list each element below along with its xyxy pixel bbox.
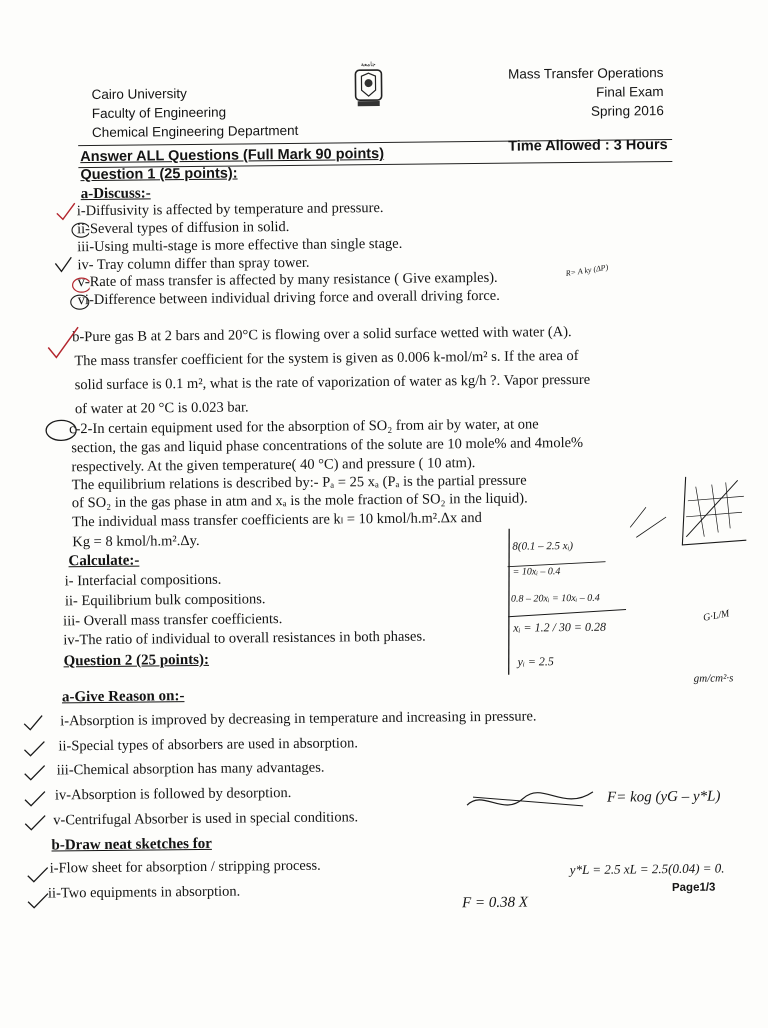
q1-b-line-2: The mass transfer coefficient for the system is given as 0.006 k-mol/m² s. If the area of [74, 347, 579, 370]
svg-text:ﺟﺎﻣﻌﺔ: ﺟﺎﻣﻌﺔ [360, 61, 376, 69]
handwritten-graph-sketch-icon [626, 466, 757, 557]
faculty-name: Faculty of Engineering [91, 104, 227, 122]
calc-item-4: iv-The ratio of individual to overall resistances in both phases. [63, 628, 426, 649]
q1-a-item-5: v-Rate of mass transfer is affected by many resistance ( Give examples). [77, 269, 498, 291]
university-logo-icon [347, 60, 390, 110]
q1-c-line-1: c-2-In certain equipment used for the absorption of SO₂ from air by water, at one [69, 416, 539, 438]
q1-a-item-6: vi-Difference between individual driving force and overall driving force. [77, 287, 500, 309]
handwritten-calc-5: yᵢ = 2.5 [517, 654, 554, 669]
q1-c-line-6: The individual mass transfer coefficients are kₗ = 10 kmol/h.m².Δx and [72, 509, 482, 531]
q2-a-item-5: v-Centrifugal Absorber is used in special conditions. [53, 809, 359, 829]
q1-a-item-1: i-Diffusivity is affected by temperature and pressure. [76, 199, 384, 220]
q1-a-item-3: iii-Using multi-stage is more effective than single stage. [77, 235, 403, 256]
q1-b-line-4: of water at 20 °C is 0.023 bar. [74, 399, 249, 418]
q2-a-item-3: iii-Chemical absorption has many advantages. [56, 759, 325, 779]
check-marks-q1a-icon [41, 201, 90, 313]
q1-b-line-3: solid surface is 0.1 m², what is the rate of vaporization of water as kg/h ?. Vapor pressure [74, 371, 591, 394]
q2-a-item-1: i-Absorption is improved by decreasing in temperature and increasing in pressure. [60, 708, 537, 730]
check-marks-q2-icon [16, 711, 62, 911]
university-name: Cairo University [91, 86, 187, 103]
handwritten-units-note: gm/cm²·s [693, 672, 734, 685]
handwritten-calc-1: 8(0.1 – 2.5 xᵢ) [512, 540, 574, 553]
q1-c-line-5: of SO₂ in the gas phase in atm and xₐ is the mole fraction of SO₂ in the liquid). [71, 490, 528, 512]
q1-c-line-7: Kg = 8 kmol/h.m².Δy. [72, 532, 200, 551]
q1-a-item-2: ii-Several types of diffusion in solid. [76, 218, 290, 238]
calculate-title: Calculate:- [68, 552, 140, 570]
exam-info-block [485, 63, 664, 122]
institution-block [92, 83, 299, 142]
handwritten-rate-note: R= A ky (ΔP) [565, 262, 609, 279]
page-number: Page1/3 [671, 881, 716, 895]
q1-a-item-4: iv- Tray column differ than spray tower. [77, 254, 310, 274]
q1-part-a-title: a-Discuss:- [80, 185, 151, 203]
calc-item-3: iii- Overall mass transfer coefficients. [63, 611, 283, 630]
exam-term: Spring 2016 [590, 103, 664, 119]
time-allowed: Time Allowed : 3 Hours [508, 137, 668, 155]
handwritten-kg-note: G·L/M [702, 608, 731, 624]
q1-c-line-2: section, the gas and liquid phase concentrations of the solute are 10 mole% and 4mole% [71, 434, 584, 457]
handwritten-calc-3: 0.8 – 20xᵢ = 10xᵢ – 0.4 [510, 592, 600, 605]
q2-a-item-2: ii-Special types of absorbers are used in absorption. [58, 735, 359, 755]
q2-b-item-1: i-Flow sheet for absorption / stripping process. [49, 857, 321, 877]
check-mark-q1b-icon [42, 323, 88, 361]
q1-b-line-1: b-Pure gas B at 2 bars and 20°C is flowing over a solid surface wetted with water (A). [72, 324, 572, 346]
handwritten-flux: F= kog (yG – y*L) [606, 788, 721, 806]
handwritten-f-value: F = 0.38 X [462, 894, 529, 912]
q1-c-line-4: The equilibrium relations is described by:- Pₐ = 25 xₐ (Pₐ is the partial pressure [71, 472, 527, 494]
q2-a-item-4: iv-Absorption is followed by desorption. [54, 784, 292, 804]
handwritten-ystar: y*L = 2.5 xL = 2.5(0.04) = 0. [569, 860, 725, 878]
calc-item-2: ii- Equilibrium bulk compositions. [64, 591, 266, 610]
answer-all-instruction: Answer ALL Questions (Full Mark 90 points) [80, 145, 385, 166]
q2-part-a-title: a-Give Reason on:- [61, 688, 185, 706]
handwritten-calc-4: xᵢ = 1.2 / 30 = 0.28 [513, 619, 607, 635]
course-name: Mass Transfer Operations [508, 65, 664, 82]
circle-q1c-icon [43, 417, 79, 443]
question-2-title: Question 2 (25 points): [63, 651, 210, 670]
q2-part-b-title: b-Draw neat sketches for [51, 835, 212, 854]
handwritten-scribble-icon [463, 782, 603, 823]
question-1-title: Question 1 (25 points): [80, 165, 238, 184]
department-name: Chemical Engineering Department [91, 122, 299, 141]
q1-c-line-3: respectively. At the given temperature( 40 °C) and pressure ( 10 atm). [71, 455, 476, 476]
calc-item-1: i- Interfacial compositions. [64, 571, 222, 590]
q2-b-item-2: ii-Two equipments in absorption. [47, 883, 241, 902]
exam-type: Final Exam [596, 84, 664, 100]
handwritten-calc-2: = 10xᵢ – 0.4 [512, 566, 561, 578]
